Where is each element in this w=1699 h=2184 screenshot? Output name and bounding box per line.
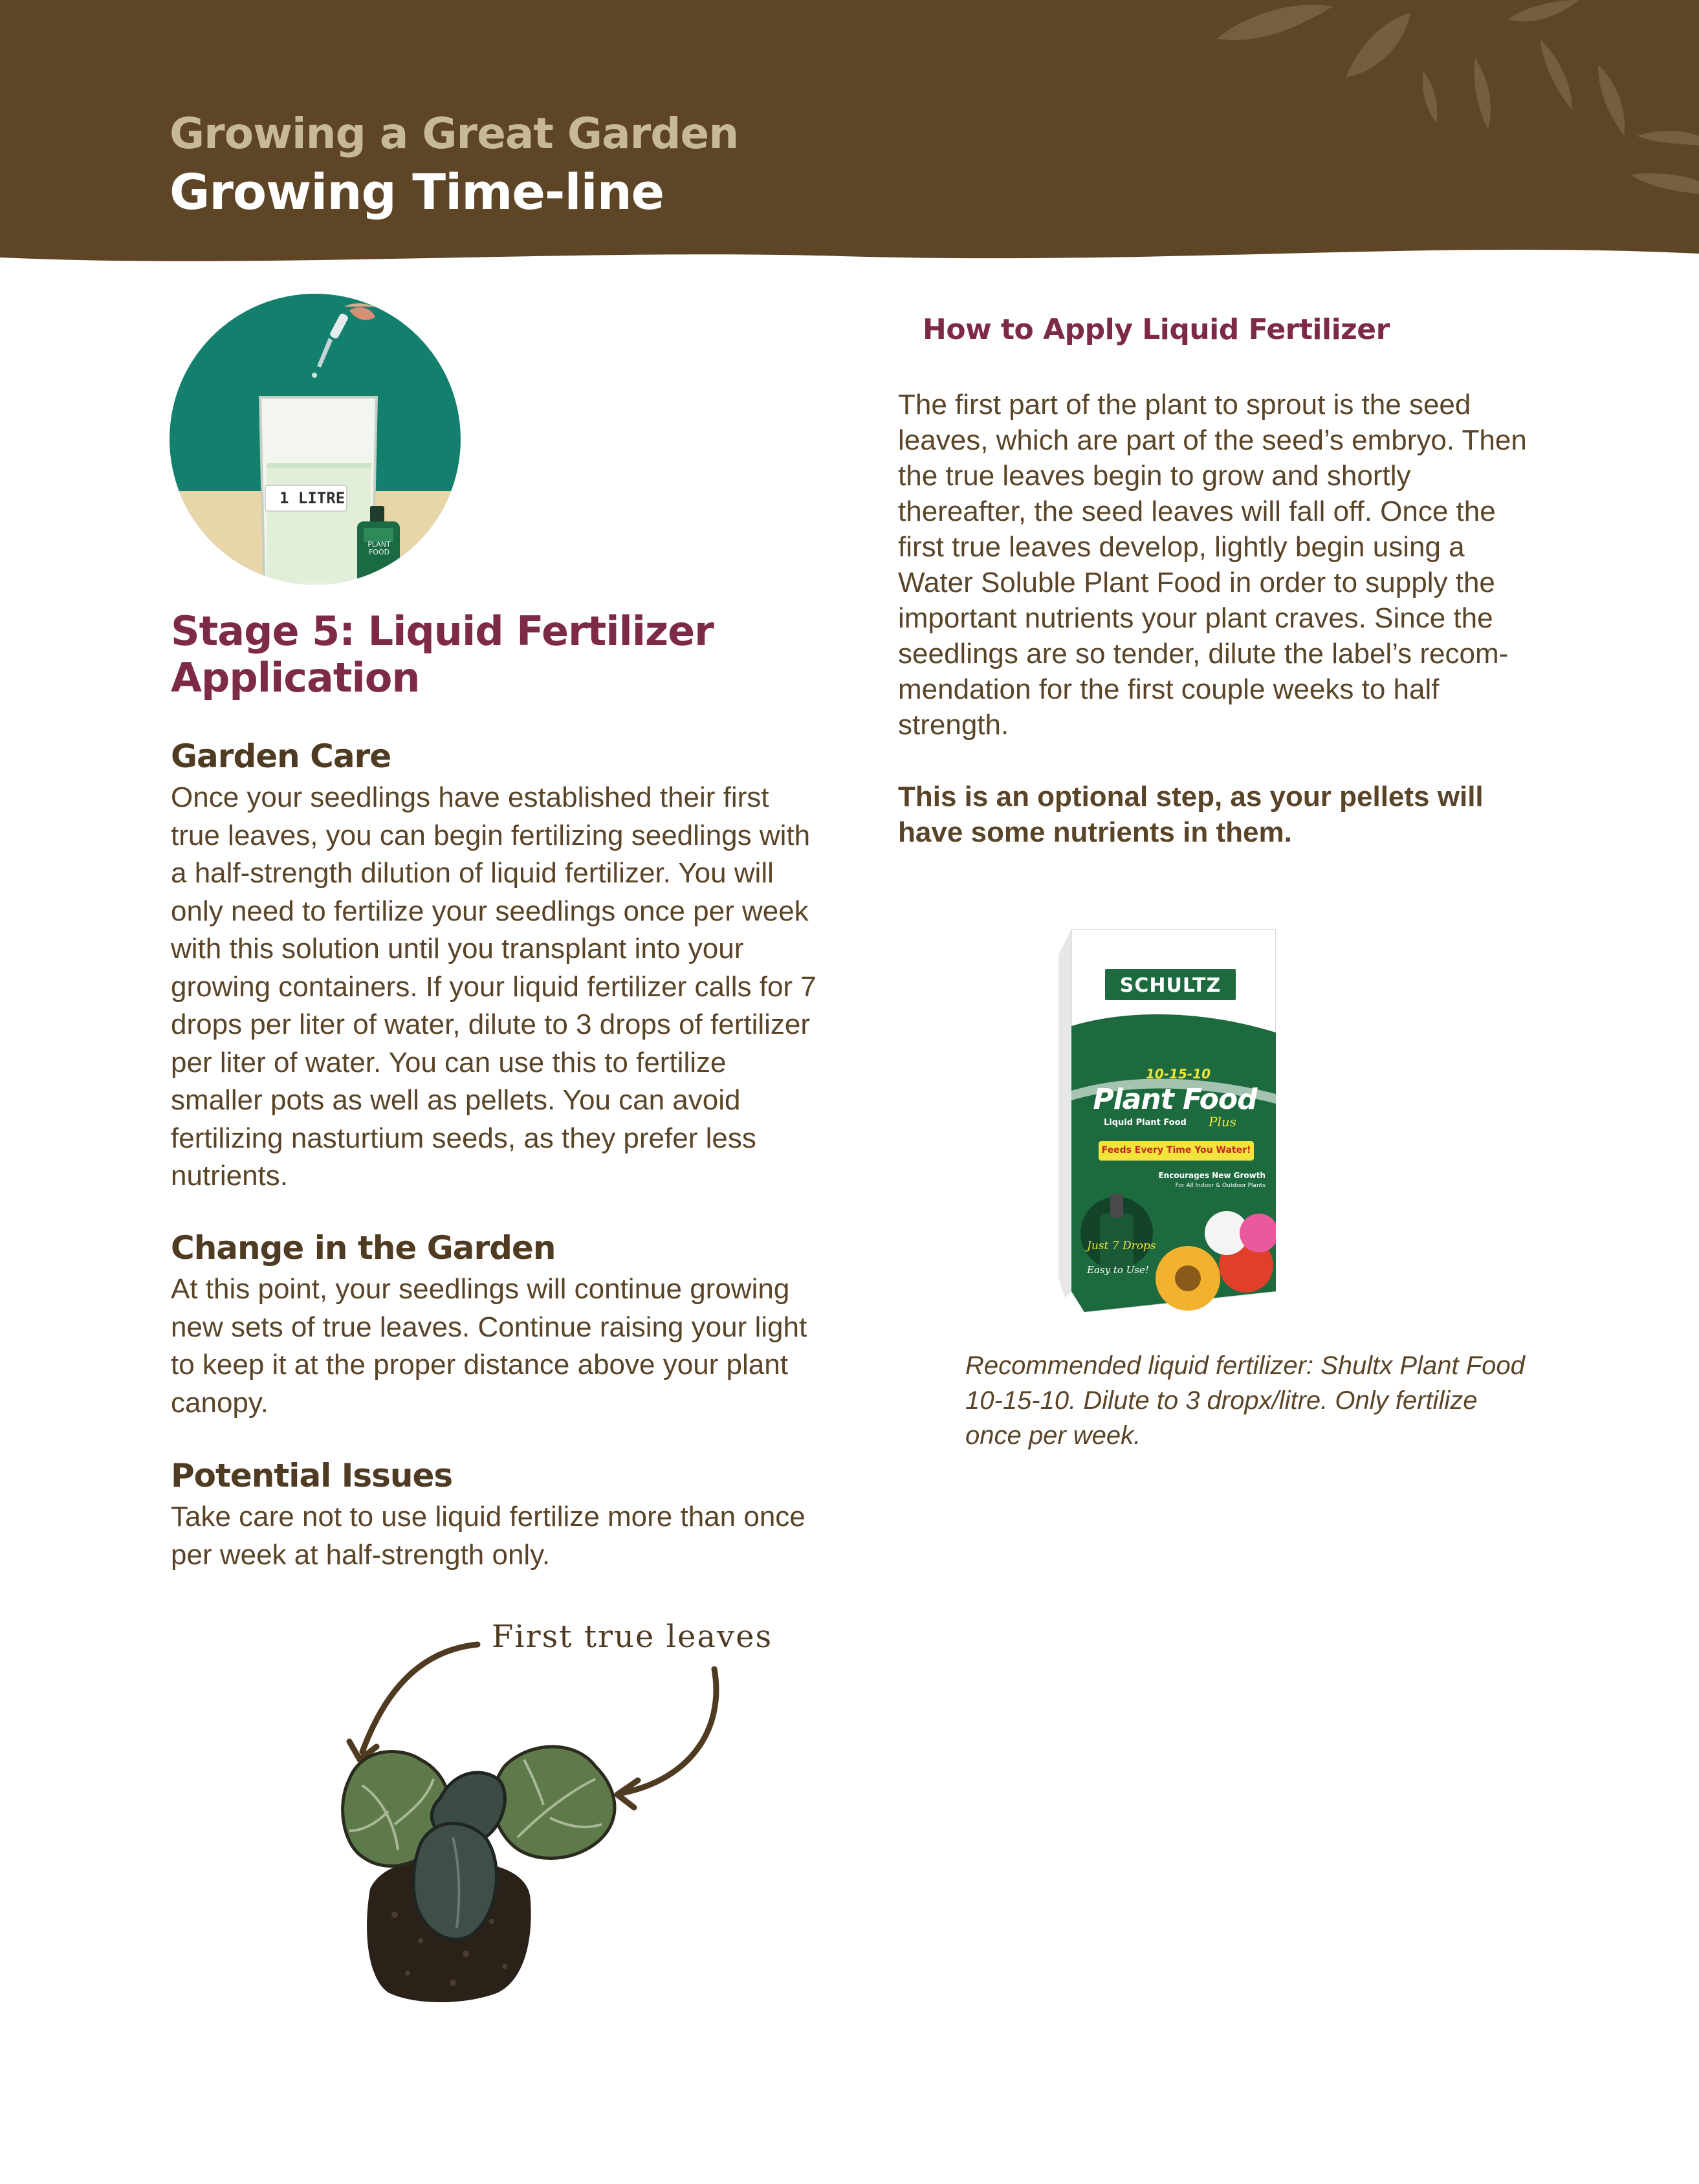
header-subtitle: Growing a Great Garden — [170, 109, 739, 158]
product-npk: 10-15-10 — [1145, 1066, 1211, 1082]
product-drops: Just 7 Drops — [1087, 1239, 1156, 1252]
page-header — [0, 0, 1699, 272]
product-tagline: Encourages New Growth — [1158, 1171, 1266, 1180]
how-to-apply-body: The first part of the plant to sprout is the seed leaves, which are part of the seed’s embryo. Then the true leaves begin to grow and shortly thereafter, the seed leaves will fall off. Once the first true leaves develop, lightly begin using a Water Soluble Plant Food in order to supply the important nutrients your plant craves. Since the seedlings are so tender, dilute the label’s recom-mendation for the first couple weeks to half strength. — [898, 389, 1527, 741]
potential-issues-body: Take care not to use liquid fertilize more than once per week at half-strength only. — [171, 1501, 806, 1571]
product-brand: SCHULTZ — [1119, 974, 1222, 997]
product-type: Liquid Plant Food — [1104, 1118, 1187, 1128]
bottle-label: PLANT FOOD — [367, 540, 391, 556]
page-title: Growing Time-line — [170, 163, 664, 221]
product-easy: Easy to Use! — [1087, 1264, 1149, 1276]
beaker-illustration — [170, 294, 467, 591]
how-to-apply-note: This is an optional step, as your pellets will have some nutrients in them. — [898, 781, 1484, 848]
garden-care-body: Once your seedlings have established their first true leaves, you can begin fertilizing seedlings with a half-strength dilution of liquid fertilizer. You will only need to fertilize your seedlings once per week with this solution until you transplant into your growing containers. If your liquid fertilizer calls for 7 drops per liter of water, dilute to 3 drops of fertilizer per liter of water. You can use this to fertilize smaller pots as well as pellets. You can avoid fertilizing nasturtium seeds, as they prefer less nutrients. — [171, 781, 817, 1192]
product-caption: Recommended liquid fertilizer: Shultx Plant Food 10-15-10. Dilute to 3 dropx/litre. Only fertilize once per week. — [965, 1351, 1525, 1450]
product-name-suffix: Plus — [1209, 1114, 1236, 1130]
product-banner: Feeds Every Time You Water! — [1101, 1145, 1251, 1155]
how-to-apply-heading: How to Apply Liquid Fertilizer — [923, 313, 1390, 346]
stage-title: Stage 5: Liquid Fertilizer Application — [171, 607, 714, 701]
beaker-label: 1 LITRE — [280, 489, 345, 507]
product-box — [1058, 929, 1276, 1312]
potential-issues-heading: Potential Issues — [171, 1457, 453, 1494]
product-tagline2: For All Indoor & Outdoor Plants — [1175, 1183, 1266, 1189]
product-name: Plant Food — [1093, 1083, 1257, 1116]
seedling-illustration — [272, 1630, 738, 2018]
change-in-garden-body: At this point, your seedlings will continue growing new sets of true leaves. Continue raising your light to keep it at the proper distance above your plant canopy. — [171, 1273, 807, 1419]
change-in-garden-heading: Change in the Garden — [171, 1229, 556, 1267]
garden-care-heading: Garden Care — [171, 737, 391, 775]
first-true-leaves-label: First true leaves — [492, 1619, 773, 1655]
